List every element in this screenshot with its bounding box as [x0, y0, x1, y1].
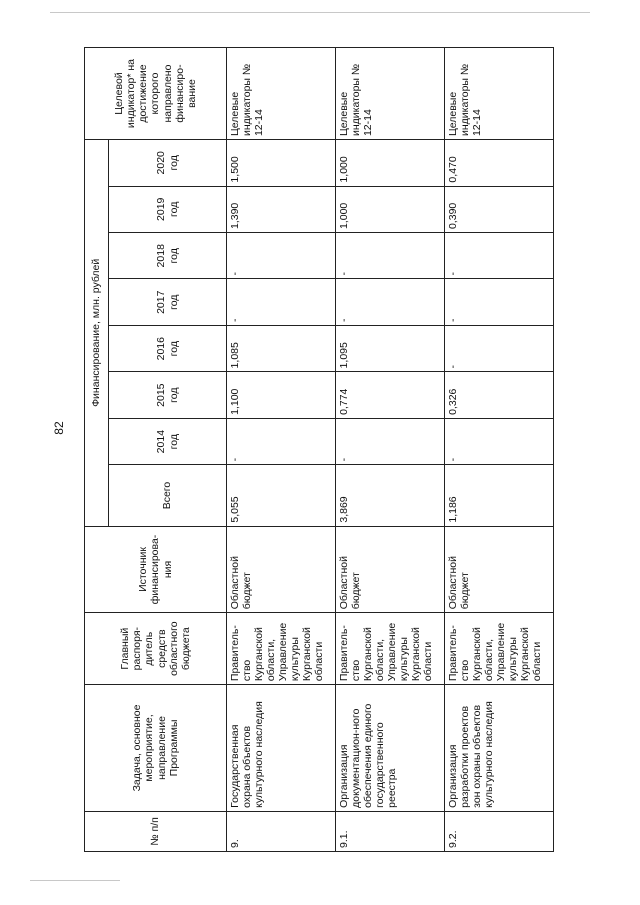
cell-2017: -: [227, 279, 336, 325]
cell-admin: Правитель-ство Курганской области, Управление культуры Курганской области: [336, 613, 445, 685]
header-task: Задача, основное мероприятие, направление Программы: [85, 685, 227, 812]
cell-2014: -: [336, 418, 445, 464]
header-total: Всего: [109, 465, 227, 526]
cell-2018: -: [227, 233, 336, 279]
header-2018: 2018 год: [109, 233, 227, 279]
cell-total: 5,055: [227, 465, 336, 526]
cell-admin: Правитель-ство Курганской области, Управление культуры Курганской области: [445, 613, 554, 685]
cell-2020: 1,000: [336, 140, 445, 187]
cell-2019: 1,000: [336, 186, 445, 232]
financing-table: [84, 47, 554, 852]
cell-num: 9.2.: [445, 811, 554, 851]
cell-task: Организация документацион-ного обеспечения единого государственного реестра: [336, 685, 445, 812]
cell-2018: -: [445, 233, 554, 279]
header-2017: 2017 год: [109, 279, 227, 325]
cell-indicator: Целевые индикаторы № 12-14: [445, 48, 554, 140]
cell-2018: -: [336, 233, 445, 279]
cell-indicator: Целевые индикаторы № 12-14: [336, 48, 445, 140]
header-num: № п/п: [85, 811, 227, 851]
cell-2016: -: [445, 325, 554, 371]
table-row: [445, 48, 554, 852]
cell-2016: 1,085: [227, 325, 336, 371]
cell-source: Областной бюджет: [336, 526, 445, 613]
cell-source: Областной бюджет: [445, 526, 554, 613]
cell-2014: -: [227, 418, 336, 464]
table-row: [227, 48, 336, 852]
cell-2019: 1,390: [227, 186, 336, 232]
rotated-table-wrapper: [84, 47, 554, 852]
header-2019: 2019 год: [109, 186, 227, 232]
scan-artifact-bottom: [30, 880, 120, 881]
header-2015: 2015 год: [109, 372, 227, 418]
cell-2020: 0,470: [445, 140, 554, 187]
header-financing: Финансирование, млн. рублей: [85, 140, 109, 527]
cell-num: 9.: [227, 811, 336, 851]
header-admin: Главный распоря-дитель средств областного бюджета: [85, 613, 227, 685]
header-2014: 2014 год: [109, 418, 227, 464]
header-row-1: [85, 48, 109, 852]
cell-2015: 0,326: [445, 372, 554, 418]
header-2016: 2016 год: [109, 325, 227, 371]
cell-num: 9.1.: [336, 811, 445, 851]
cell-2016: 1,095: [336, 325, 445, 371]
header-indicator: Целевой индикатор* на достижение которого направлено финансиро-вание: [85, 48, 227, 140]
cell-2020: 1,500: [227, 140, 336, 187]
header-source: Источник финансирова-ния: [85, 526, 227, 613]
cell-2017: -: [336, 279, 445, 325]
table-row: [336, 48, 445, 852]
cell-admin: Правитель-ство Курганской области, Управление культуры Курганской области: [227, 613, 336, 685]
page-number: 82: [52, 421, 66, 435]
cell-task: Организация разработки проектов зон охраны объектов культурного наследия: [445, 685, 554, 812]
cell-2015: 1,100: [227, 372, 336, 418]
cell-task: Государственная охрана объектов культурного наследия: [227, 685, 336, 812]
scan-artifact-top: [50, 12, 590, 13]
header-2020: 2020 год: [109, 140, 227, 187]
cell-indicator: Целевые индикаторы № 12-14: [227, 48, 336, 140]
cell-total: 1,186: [445, 465, 554, 526]
cell-2014: -: [445, 418, 554, 464]
cell-2015: 0,774: [336, 372, 445, 418]
cell-total: 3,869: [336, 465, 445, 526]
cell-2017: -: [445, 279, 554, 325]
cell-source: Областной бюджет: [227, 526, 336, 613]
cell-2019: 0,390: [445, 186, 554, 232]
